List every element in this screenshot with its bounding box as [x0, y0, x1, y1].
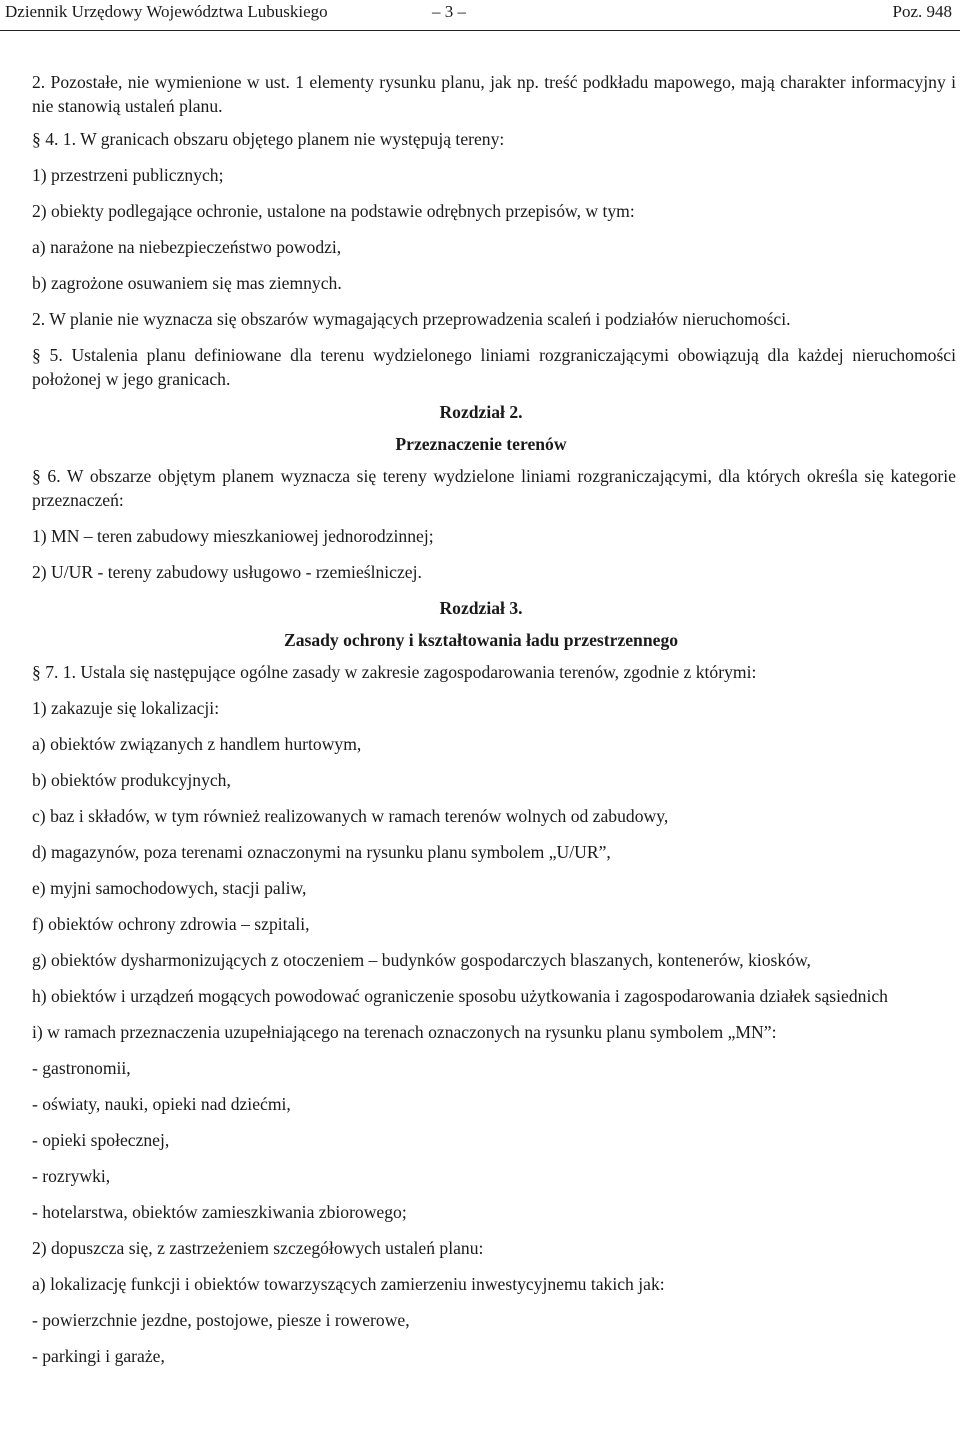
list-item: 1) przestrzeni publicznych;	[32, 165, 224, 185]
list-item: g) obiektów dysharmonizujących z otoczeniem – budynków gospodarczych blaszanych, kontenerów, kiosków,	[32, 950, 811, 970]
section-7: § 7. 1. Ustala się następujące ogólne zasady w zakresie zagospodarowania terenów, zgodnie z którymi:	[32, 662, 757, 682]
list-item: c) baz i składów, w tym również realizowanych w ramach terenów wolnych od zabudowy,	[32, 806, 669, 826]
list-item: 1) zakazuje się lokalizacji:	[32, 698, 220, 718]
chapter-heading: Rozdział 2.	[439, 402, 523, 422]
paragraph: 2. W planie nie wyznacza się obszarów wymagających przeprowadzenia scaleń i podziałów nieruchomości.	[32, 309, 791, 329]
list-item: a) obiektów związanych z handlem hurtowym,	[32, 734, 362, 754]
list-item: b) obiektów produkcyjnych,	[32, 770, 231, 790]
section-5: § 5. Ustalenia planu definiowane dla terenu wydzielonego liniami rozgraniczającymi obowiązują dla każdej nieruchomości położonej w jego granicach.	[32, 345, 956, 389]
journal-title: Dziennik Urzędowy Województwa Lubuskiego	[5, 2, 328, 21]
running-header	[0, 0, 960, 34]
paragraph: 2. Pozostałe, nie wymienione w ust. 1 elementy rysunku planu, jak np. treść podkładu mapowego, mają charakter informacyjny i nie stanowią ustaleń planu.	[32, 72, 956, 116]
list-item: - rozrywki,	[32, 1166, 111, 1186]
list-item: - parkingi i garaże,	[32, 1346, 165, 1366]
list-item: 2) obiekty podlegające ochronie, ustalone na podstawie odrębnych przepisów, w tym:	[32, 201, 635, 221]
page-number: – 3 –	[432, 2, 466, 21]
list-item: i) w ramach przeznaczenia uzupełniającego na terenach oznaczonych na rysunku planu symbolem „MN”:	[32, 1022, 777, 1042]
chapter-title: Zasady ochrony i kształtowania ładu przestrzennego	[283, 630, 679, 650]
chapter-title: Przeznaczenie terenów	[395, 434, 567, 454]
header-rule	[0, 30, 960, 31]
list-item: 1) MN – teren zabudowy mieszkaniowej jednorodzinnej;	[32, 526, 434, 546]
list-item: - oświaty, nauki, opieki nad dziećmi,	[32, 1094, 291, 1114]
list-item: f) obiektów ochrony zdrowia – szpitali,	[32, 914, 310, 934]
section-4: § 4. 1. W granicach obszaru objętego planem nie występują tereny:	[32, 129, 505, 149]
list-item: 2) U/UR - tereny zabudowy usługowo - rzemieślniczej.	[32, 562, 422, 582]
list-item: - opieki społecznej,	[32, 1130, 170, 1150]
list-item: a) lokalizację funkcji i obiektów towarzyszących zamierzeniu inwestycyjnemu takich jak:	[32, 1274, 665, 1294]
list-item: h) obiektów i urządzeń mogących powodować ograniczenie sposobu użytkowania i zagospodarowania działek sąsiednich	[32, 986, 888, 1006]
list-item: 2) dopuszcza się, z zastrzeżeniem szczegółowych ustaleń planu:	[32, 1238, 484, 1258]
list-item: - powierzchnie jezdne, postojowe, piesze i rowerowe,	[32, 1310, 410, 1330]
document-body	[6, 70, 956, 1368]
list-item: e) myjni samochodowych, stacji paliw,	[32, 878, 307, 898]
list-item: a) narażone na niebezpieczeństwo powodzi,	[32, 237, 342, 257]
chapter-heading: Rozdział 3.	[439, 598, 523, 618]
list-item: - hotelarstwa, obiektów zamieszkiwania zbiorowego;	[32, 1202, 407, 1222]
section-6: § 6. W obszarze objętym planem wyznacza się tereny wydzielone liniami rozgraniczającymi, dla których określa się kategorie przeznaczeń:	[32, 466, 956, 510]
list-item: d) magazynów, poza terenami oznaczonymi na rysunku planu symbolem „U/UR”,	[32, 842, 611, 862]
position-number: Poz. 948	[892, 2, 952, 21]
list-item: - gastronomii,	[32, 1058, 131, 1078]
list-item: b) zagrożone osuwaniem się mas ziemnych.	[32, 273, 342, 293]
